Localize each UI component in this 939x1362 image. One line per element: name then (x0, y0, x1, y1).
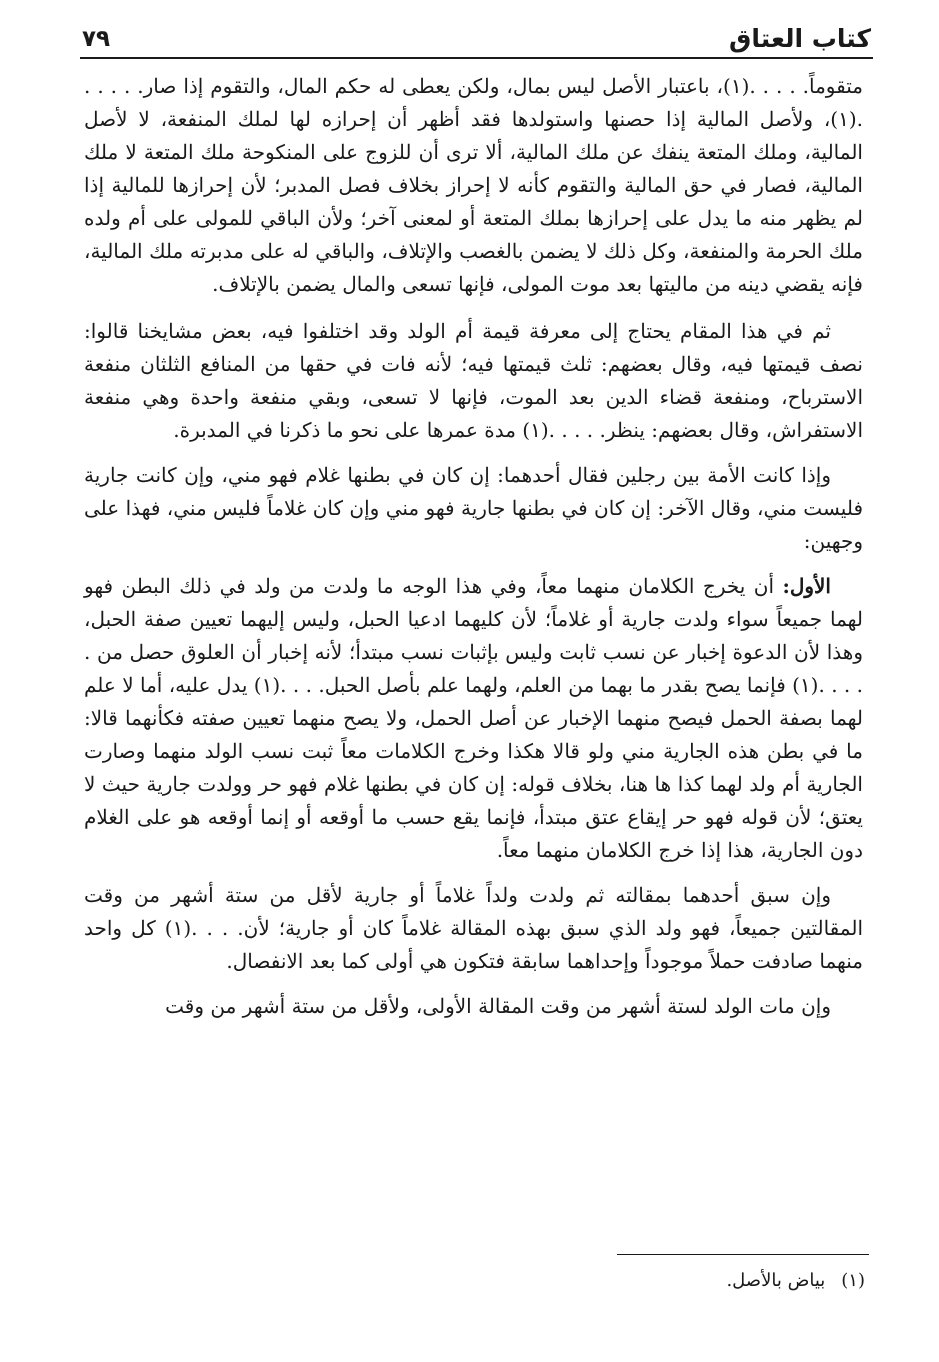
paragraph-4 (84, 570, 863, 867)
paragraph-1: متقوماً. . . . .(١)، باعتبار الأصل ليس بمال، ولكن يعطى له حكم المال، والتقوم إذا صار. . . . . .(١)، ولأصل المالية إذا حصنها واستولدها فقد أظهر أن إحرازه لها لملك المنفعة، لا لأصل المالية، وملك المتعة ينفك عن ملك المالية، ألا ترى أن للزوج على المنكوحة ملك المتعة لا ملك المالية، فصار في حق المالية والتقوم كأنه لا إحراز بخلاف فصل المدبر؛ لأن إحرازها للمالية إذا لم يظهر منه ما يدل على إحرازها بملك المتعة أو لمعنى آخر؛ ولأن الباقي للمولى على أم ولده ملك الحرمة والمنفعة، وكل ذلك لا يضمن بالغصب والإتلاف، والباقي له على مدبرته ملك المالية، فإنه يقضي دينه من ماليتها بعد موت المولى، فإنها تسعى والمال يضمن بالإتلاف. (84, 74, 863, 296)
paragraph-4-text: أن يخرج الكلامان منهما معاً، وفي هذا الوجه ما ولدت من ولد في ذلك البطن فهو لهما جميعاً سواء ولدت جارية أو غلاماً؛ لأن كليهما ادعيا الحبل، وليس إليهما تعيين صفة الحبل، وهذا لأن الدعوة إخبار عن نسب ثابت وليس بإثبات نسب مبتدأ؛ لأنه إخبار أن العلوق حصل من . . . . .(١) فإنما يصح بقدر ما بهما من العلم، ولهما علم بأصل الحبل. . . .(١) يدل عليه، أما لا علم لهما بصفة الحمل فيصح منهما الإخبار عن أصل الحمل، ولا يصح منهما تعيين صفته فكأنهما قالا: ما في بطن هذه الجارية مني ولو قالا هكذا وخرج الكلامات معاً ثبت نسب الولد منهما وصارت الجارية أم ولد لهما كذا ها هنا، بخلاف قوله: إن كان في بطنها غلام فهو حر وولدت جارية حيث لا يعتق؛ لأن قوله فهو حر إيقاع عتق مبتدأ، فإنما يقع حسب ما أوقعه أو إنما أوقعه هو على الغلام دون الجارية، هذا إذا خرج الكلامان منهما معاً. (84, 574, 863, 862)
book-title: كتاب العتاق (729, 24, 871, 53)
paragraph-2: ثم في هذا المقام يحتاج إلى معرفة قيمة أم الولد وقد اختلفوا فيه، بعض مشايخنا قالوا: نصف قيمتها فيه، وقال بعضهم: ثلث قيمتها فيه؛ لأنه فات في حقها من المنافع الثلثان منفعة الاسترباح، ومنفعة قضاء الدين بعد الموت، فإنها لا تسعى، وبقي منفعة واحدة وهي منفعة الاستفراش، وقال بعضهم: ينظر. . . . .(١) مدة عمرها على نحو ما ذكرنا في المدبرة. (84, 319, 863, 442)
header-rule (80, 57, 873, 59)
paragraph-5: وإن سبق أحدهما بمقالته ثم ولدت ولداً غلاماً أو جارية لأقل من ستة أشهر من وقت المقالتين جميعاً، فهو ولد الذي سبق بهذه المقالة غلاماً كان أو جارية؛ لأن. . . .(١) كل واحد منهما صادفت حملاً موجوداً وإحداهما سابقة فتكون هي أولى كما بعد الانفصال. (84, 883, 864, 973)
body-text (84, 70, 863, 1035)
paragraph-3: وإذا كانت الأمة بين رجلين فقال أحدهما: إن كان في بطنها غلام فهو مني، وإن كانت جارية فليست مني، وقال الآخر: إن كان في بطنها جارية فهو مني وإن كان غلاماً فليس مني، فهذا على وجهين: (84, 463, 863, 553)
page-number: ٧٩ (82, 26, 111, 52)
paragraph-4-lead: الأول: (782, 574, 831, 598)
running-head (82, 14, 871, 54)
footnote-marker: (١) (841, 1270, 865, 1291)
footnote (726, 1268, 865, 1294)
footnote-text: بياض بالأصل. (726, 1270, 826, 1291)
paragraph-6: وإن مات الولد لستة أشهر من وقت المقالة الأولى، ولأقل من ستة أشهر من وقت (165, 994, 831, 1018)
footnote-rule (617, 1254, 869, 1255)
